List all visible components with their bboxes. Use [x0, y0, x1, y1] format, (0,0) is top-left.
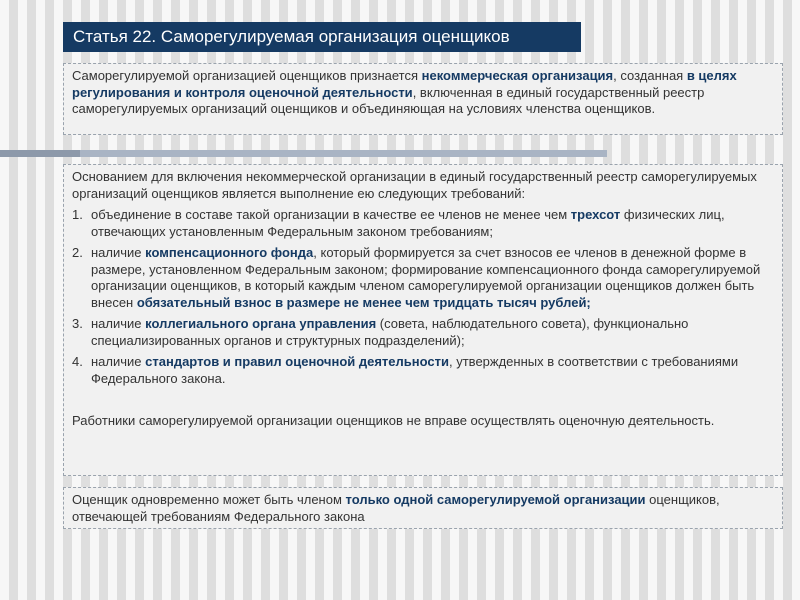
- slide-title: Статья 22. Саморегулируемая организация оценщиков: [63, 22, 581, 52]
- requirement-number: 4.: [72, 354, 83, 369]
- requirement-number: 3.: [72, 316, 83, 331]
- definition-text-part: , включенная в единый государственный реестр саморегулируемых организаций оценщиков и объединяющая на условиях членства оценщиков.: [72, 84, 705, 116]
- definition-box: [63, 63, 783, 135]
- requirements-footer: Работники саморегулируемой организации оценщиков не вправе осуществлять оценочную деятельность.: [72, 413, 715, 428]
- definition-text-part: Саморегулируемой организацией оценщиков признается: [72, 68, 422, 83]
- definition-highlight: в целях регулирования и контроля оценочной деятельности: [72, 68, 737, 100]
- requirement-text: наличие: [91, 245, 146, 260]
- requirement-number: 1.: [72, 207, 83, 222]
- requirement-item: [72, 354, 774, 387]
- requirement-item: [72, 316, 774, 349]
- membership-text: [72, 492, 774, 525]
- membership-text-part: оценщиков, отвечающей требованиям Федерального закона: [72, 492, 720, 524]
- requirement-highlight: коллегиального органа управления: [145, 316, 377, 331]
- requirement-highlight: трехсот: [570, 207, 621, 222]
- requirement-text: (совета, наблюдательного совета), функционально специализированных органов и структурных подразделений);: [91, 316, 689, 348]
- requirement-text: , утвержденных в соответствии с требованиями Федерального закона.: [91, 354, 739, 386]
- requirement-highlight: компенсационного фонда: [145, 245, 314, 260]
- definition-text: [72, 68, 774, 118]
- requirements-list: [72, 207, 774, 387]
- spacer: [72, 392, 774, 413]
- divider-accent: [0, 150, 80, 157]
- requirement-text: физических лиц, отвечающих установленным Федеральным законом требованиям;: [91, 207, 725, 239]
- requirement-text: , который формируется за счет взносов ее членов в денежной форме в размере, установленном Федеральным законом; формирование компенсационного фонда саморегулируемой организации оценщиков, в который каждым членом саморегулируемой организации оценщиков должен быть внесен: [91, 245, 761, 310]
- requirement-text: объединение в составе такой организации в качестве ее членов не менее чем: [91, 207, 571, 222]
- definition-highlight: некоммерческая организация: [421, 68, 614, 83]
- membership-box: [63, 487, 783, 529]
- membership-text-part: Оценщик одновременно может быть членом: [72, 492, 346, 507]
- requirements-box: [63, 164, 783, 476]
- requirement-item: [72, 245, 774, 311]
- requirement-text: наличие: [91, 354, 146, 369]
- divider-bar: [0, 150, 607, 157]
- requirement-item: [72, 207, 774, 240]
- requirements-intro: Основанием для включения некоммерческой организации в единый государственный реестр саморегулируемых организаций оценщиков является выполнение ею следующих требований:: [72, 169, 757, 201]
- requirement-number: 2.: [72, 245, 83, 260]
- requirement-highlight: обязательный взнос в размере не менее чем тридцать тысяч рублей;: [136, 294, 591, 310]
- requirement-text: наличие: [91, 316, 146, 331]
- membership-highlight: только одной саморегулируемой организации: [345, 492, 646, 507]
- requirement-highlight: стандартов и правил оценочной деятельности: [145, 354, 449, 369]
- definition-text-part: , созданная: [613, 68, 687, 83]
